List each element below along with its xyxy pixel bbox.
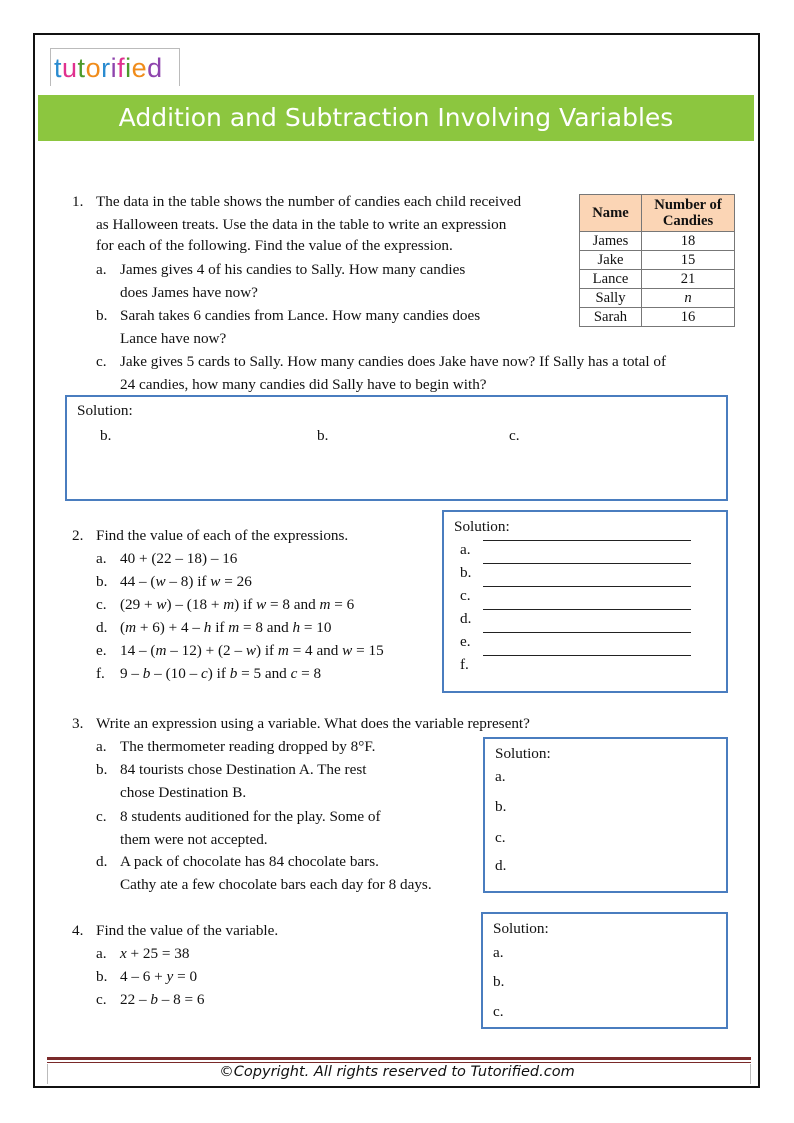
table-cell: Lance [580, 270, 642, 289]
q3-item-label: b. [96, 761, 108, 778]
tutorified-logo [50, 48, 180, 86]
table-cell: 16 [642, 308, 735, 327]
q4-item-label: c. [96, 991, 107, 1008]
solution-label: a. [460, 541, 471, 558]
q3-number: 3. [72, 715, 84, 732]
candies-table [579, 194, 735, 327]
variable-n: n [684, 289, 692, 306]
table-cell: 15 [642, 251, 735, 270]
q3-item: A pack of chocolate has 84 chocolate bars. [120, 853, 379, 870]
copyright-text: ©Copyright. All rights reserved to Tutorified.com [219, 1064, 575, 1080]
solution-label: f. [460, 656, 469, 673]
logo-letter: i [110, 53, 118, 83]
solution-label: b. [495, 798, 507, 815]
q2-item-label: e. [96, 642, 107, 659]
q3-item-label: d. [96, 853, 108, 870]
q3-item: chose Destination B. [120, 784, 247, 801]
solution-label: a. [493, 944, 504, 961]
q1b-label: b. [96, 307, 108, 324]
q4-item: 22 – b – 8 = 6 [120, 991, 205, 1008]
table-cell: Jake [580, 251, 642, 270]
q2-item-label: f. [96, 665, 105, 682]
q1-number: 1. [72, 193, 84, 210]
answer-line[interactable] [483, 632, 691, 633]
table-row [580, 289, 735, 308]
solution-label: b. [317, 427, 329, 444]
logo-letter: d [147, 53, 163, 83]
q4-number: 4. [72, 922, 84, 939]
logo-letter: f [117, 53, 126, 83]
logo-letter: e [131, 53, 148, 83]
q3-item-label: a. [96, 738, 107, 755]
table-header: Number of Candies [642, 195, 735, 232]
table-cell: Sarah [580, 308, 642, 327]
answer-line[interactable] [483, 655, 691, 656]
logo-letter: o [85, 53, 102, 83]
table-row [580, 232, 735, 251]
q1a-text: does James have now? [120, 284, 258, 301]
q3-prompt: Write an expression using a variable. What does the variable represent? [96, 715, 530, 732]
logo-letter: i [125, 53, 132, 83]
answer-line[interactable] [483, 586, 691, 587]
q2-item: 40 + (22 – 18) – 16 [120, 550, 238, 567]
table-cell: 18 [642, 232, 735, 251]
q1-line: as Halloween treats. Use the data in the table to write an expression [96, 216, 507, 233]
q2-solution-box[interactable] [442, 510, 728, 693]
answer-line[interactable] [483, 540, 691, 541]
logo-letter: t [54, 53, 63, 83]
answer-line[interactable] [483, 563, 691, 564]
q2-item: (m + 6) + 4 – h if m = 8 and h = 10 [120, 619, 332, 636]
solution-label: b. [493, 973, 505, 990]
solution-label: c. [509, 427, 520, 444]
q3-item: 84 tourists chose Destination A. The rest [120, 761, 367, 778]
solution-label: c. [460, 587, 471, 604]
solution-label: c. [495, 829, 506, 846]
table-header: Name [580, 195, 642, 232]
solution-title: Solution: [493, 920, 549, 937]
q1c-label: c. [96, 353, 107, 370]
answer-line[interactable] [483, 609, 691, 610]
table-row [580, 270, 735, 289]
q2-item: 44 – (w – 8) if w = 26 [120, 573, 252, 590]
solution-label: e. [460, 633, 471, 650]
q1c-text: Jake gives 5 cards to Sally. How many candies does Jake have now? If Sally has a total of [120, 353, 667, 370]
table-row [580, 251, 735, 270]
q4-item-label: a. [96, 945, 107, 962]
q4-prompt: Find the value of the variable. [96, 922, 279, 939]
q1b-text: Sarah takes 6 candies from Lance. How many candies does [120, 307, 481, 324]
table-cell: 21 [642, 270, 735, 289]
q3-item: them were not accepted. [120, 831, 268, 848]
q2-number: 2. [72, 527, 84, 544]
q1-line: for each of the following. Find the value of the expression. [96, 237, 453, 254]
q2-item-label: c. [96, 596, 107, 613]
q1c-text: 24 candies, how many candies did Sally have to begin with? [120, 376, 487, 393]
q1a-label: a. [96, 261, 107, 278]
table-cell [642, 289, 735, 308]
q2-item-label: b. [96, 573, 108, 590]
q3-item-label: c. [96, 808, 107, 825]
solution-label: b. [100, 427, 112, 444]
page-title: Addition and Subtraction Involving Variables [38, 95, 754, 141]
q1-solution-box[interactable] [65, 395, 728, 501]
solution-label: d. [495, 857, 507, 874]
q2-item: (29 + w) – (18 + m) if w = 8 and m = 6 [120, 596, 355, 613]
q2-item-label: a. [96, 550, 107, 567]
table-cell: James [580, 232, 642, 251]
solution-title: Solution: [77, 402, 133, 419]
footer-divider [47, 1057, 751, 1060]
q1a-text: James gives 4 of his candies to Sally. How many candies [120, 261, 466, 278]
q2-item: 14 – (m – 12) + (2 – w) if m = 4 and w = 15 [120, 642, 384, 659]
q1-line: The data in the table shows the number of candies each child received [96, 193, 522, 210]
solution-title: Solution: [495, 745, 551, 762]
solution-title: Solution: [454, 518, 510, 535]
q2-prompt: Find the value of each of the expressions. [96, 527, 349, 544]
logo-letter: u [62, 53, 78, 83]
q1b-text: Lance have now? [120, 330, 227, 347]
solution-label: a. [495, 768, 506, 785]
solution-label: c. [493, 1003, 504, 1020]
q2-item: 9 – b – (10 – c) if b = 5 and c = 8 [120, 665, 322, 682]
q4-item-label: b. [96, 968, 108, 985]
solution-label: d. [460, 610, 472, 627]
logo-letter: t [77, 53, 86, 83]
table-row [580, 308, 735, 327]
q3-item: The thermometer reading dropped by 8°F. [120, 738, 376, 755]
table-header-row [580, 195, 735, 232]
solution-label: b. [460, 564, 472, 581]
table-cell: Sally [580, 289, 642, 308]
q4-item: x + 25 = 38 [120, 945, 190, 962]
q2-item-label: d. [96, 619, 108, 636]
q3-item: 8 students auditioned for the play. Some of [120, 808, 381, 825]
q3-item: Cathy ate a few chocolate bars each day for 8 days. [120, 876, 432, 893]
logo-letter: r [101, 53, 111, 83]
footer-divider [47, 1062, 751, 1063]
q4-item: 4 – 6 + y = 0 [120, 968, 198, 985]
